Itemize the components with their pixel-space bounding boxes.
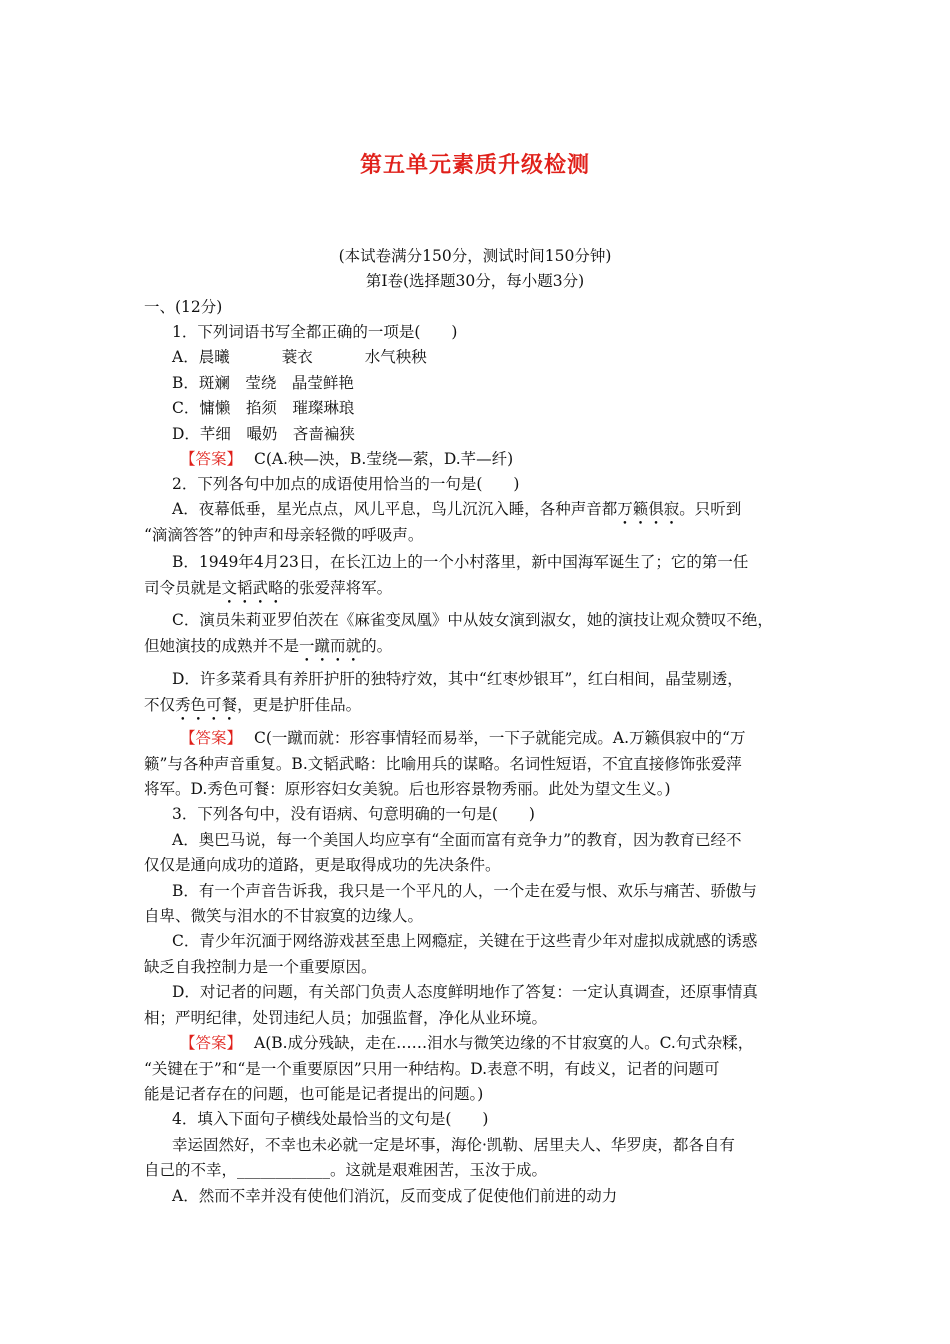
emphasis-char: 寂 [663, 500, 680, 518]
q1-option-a [172, 347, 427, 367]
emphasis-char: 而 [330, 637, 346, 655]
emphasis-char: 秀 [175, 696, 191, 714]
q4-option-a: A．然而不幸并没有使他们消沉，反而变成了促使他们前进的动力 [172, 1187, 618, 1205]
q3-option-d-line1: D．对记者的问题，有关部门负责人态度鲜明地作了答复：一定认真调查，还原事情真 [172, 983, 758, 1001]
q1-option-a-word2: 蓑衣 [281, 348, 313, 366]
page-title: 第五单元素质升级检测 [359, 153, 590, 178]
q1-option-c: C．慵懒 掐须 璀璨琳琅 [172, 399, 355, 417]
q3-answer-line1 [180, 1033, 753, 1053]
emphasis-char: 略 [268, 579, 284, 597]
q4-passage-line1: 幸运固然好，不幸也未必就一定是坏事，海伦·凯勒、居里夫人、华罗庚，都各自有 [172, 1136, 735, 1154]
q2-option-d-line1: D．许多菜肴具有养肝护肝的独特疗效，其中“红枣炒银耳”，红白相间，晶莹剔透， [172, 670, 743, 688]
text-segment: 。只听到 [679, 500, 742, 518]
q3-option-b-line1: B．有一个声音告诉我，我只是一个平凡的人，一个走在爱与恨、欢乐与痛苦、骄傲与 [172, 882, 757, 900]
text-segment: 司令员就是 [144, 579, 222, 597]
emphasis-char: 籁 [632, 500, 649, 518]
text-segment: A．夜幕低垂，星光点点，风儿平息，鸟儿沉沉入睡，各种声音都 [172, 500, 618, 518]
q2-option-a-line2: “滴滴答答”的钟声和母亲轻微的呼吸声。 [144, 526, 424, 544]
q3-answer-line2: “关键在于”和“是一个重要原因”只用一种结构。D.表意不明，有歧义，记者的问题可 [144, 1060, 720, 1078]
emphasis-char: 就 [345, 637, 362, 655]
q2-answer-line1 [180, 728, 745, 748]
emphasis-char: 武 [252, 579, 269, 597]
text-segment: 的张爱萍将军。 [283, 579, 393, 597]
q1-option-a-word1: A．晨曦 [172, 348, 230, 366]
q1-option-d: D．芊细 嘬奶 吝啬褊狭 [172, 425, 355, 443]
section-heading: 一、(12分) [144, 298, 223, 316]
answer-tag: 【答案】 [180, 1034, 243, 1052]
q3-answer-text: A(B.成分残缺，走在……泪水与微笑边缘的不甘寂寞的人。C.句式杂糅， [254, 1034, 754, 1052]
volume-heading: 第Ⅰ卷(选择题30分，每小题3分) [365, 272, 585, 290]
text-segment: 的。 [361, 637, 393, 655]
q2-option-d-line2 [144, 695, 361, 715]
emphasis-char: 韬 [237, 579, 253, 597]
text-segment: 不仅 [144, 696, 176, 714]
q1-option-b: B．斑斓 莹绕 晶莹鲜艳 [172, 374, 354, 392]
q3-option-b-line2: 自卑、微笑与泪水的不甘寂寞的边缘人。 [144, 907, 424, 925]
q2-answer-line2: 籁”与各种声音重复。B.文韬武略：比喻用兵的谋略。名词性短语，不宜直接修饰张爱萍 [144, 755, 742, 773]
q2-option-a-line1 [172, 499, 741, 519]
q4-passage-line2: 自己的不幸，____________。这就是艰难困苦，玉汝于成。 [144, 1161, 548, 1179]
q2-option-b-line2 [144, 578, 392, 598]
emphasis-char: 一 [299, 637, 315, 655]
emphasis-char: 可 [206, 696, 222, 714]
emphasis-char: 俱 [648, 500, 664, 518]
q2-option-c-line1: C．演员朱莉亚罗伯茨在《麻雀变凤凰》中从妓女演到淑女，她的演技让观众赞叹不绝， [172, 611, 773, 629]
text-segment: ，更是护肝佳品。 [237, 696, 362, 714]
q1-option-a-word3: 水气秧秧 [364, 348, 427, 366]
answer-tag: 【答案】 [180, 450, 243, 468]
q4-stem: 4．填入下面句子横线处最恰当的文句是( ) [172, 1110, 489, 1128]
q2-option-b-line1: B．1949年4月23日，在长江边上的一个小村落里，新中国海军诞生了；它的第一任 [172, 553, 749, 571]
q3-option-d-line2: 相；严明纪律，处罚违纪人员；加强监督，净化从业环境。 [144, 1009, 548, 1027]
q2-answer-line3: 将军。D.秀色可餐：原形容妇女美貌。后也形容景物秀丽。此处为望文生义。) [144, 780, 671, 798]
answer-tag: 【答案】 [180, 729, 243, 747]
q3-option-a-line1: A．奥巴马说，每一个美国人均应享有“全面而富有竞争力”的教育，因为教育已经不 [172, 831, 742, 849]
emphasis-char: 色 [190, 696, 207, 714]
emphasis-char: 蹴 [314, 637, 331, 655]
emphasis-char: 餐 [221, 696, 238, 714]
q1-answer-text: C(A.秧—泱，B.莹绕—萦，D.芊—纤) [254, 450, 514, 468]
q2-answer-text: C(一蹴而就：形容事情轻而易举，一下子就能完成。A.万籁俱寂中的“万 [254, 729, 746, 747]
q3-option-a-line2: 仅仅是通向成功的道路，更是取得成功的先决条件。 [144, 856, 501, 874]
q2-stem: 2．下列各句中加点的成语使用恰当的一句是( ) [172, 475, 520, 493]
q1-stem: 1．下列词语书写全都正确的一项是( ) [172, 323, 458, 341]
q1-answer [180, 449, 513, 469]
q3-answer-line3: 能是记者存在的问题，也可能是记者提出的问题。) [144, 1085, 484, 1103]
q2-option-c-line2 [144, 636, 392, 656]
q3-option-c-line2: 缺乏自我控制力是一个重要原因。 [144, 958, 377, 976]
exam-info: (本试卷满分150分，测试时间150分钟) [338, 247, 612, 265]
q3-stem: 3．下列各句中，没有语病、句意明确的一句是( ) [172, 805, 535, 823]
text-segment: 但她演技的成熟并不是 [144, 637, 300, 655]
emphasis-char: 万 [617, 500, 633, 518]
emphasis-char: 文 [221, 579, 238, 597]
q3-option-c-line1: C．青少年沉湎于网络游戏甚至患上网瘾症，关键在于这些青少年对虚拟成就感的诱惑 [172, 932, 758, 950]
